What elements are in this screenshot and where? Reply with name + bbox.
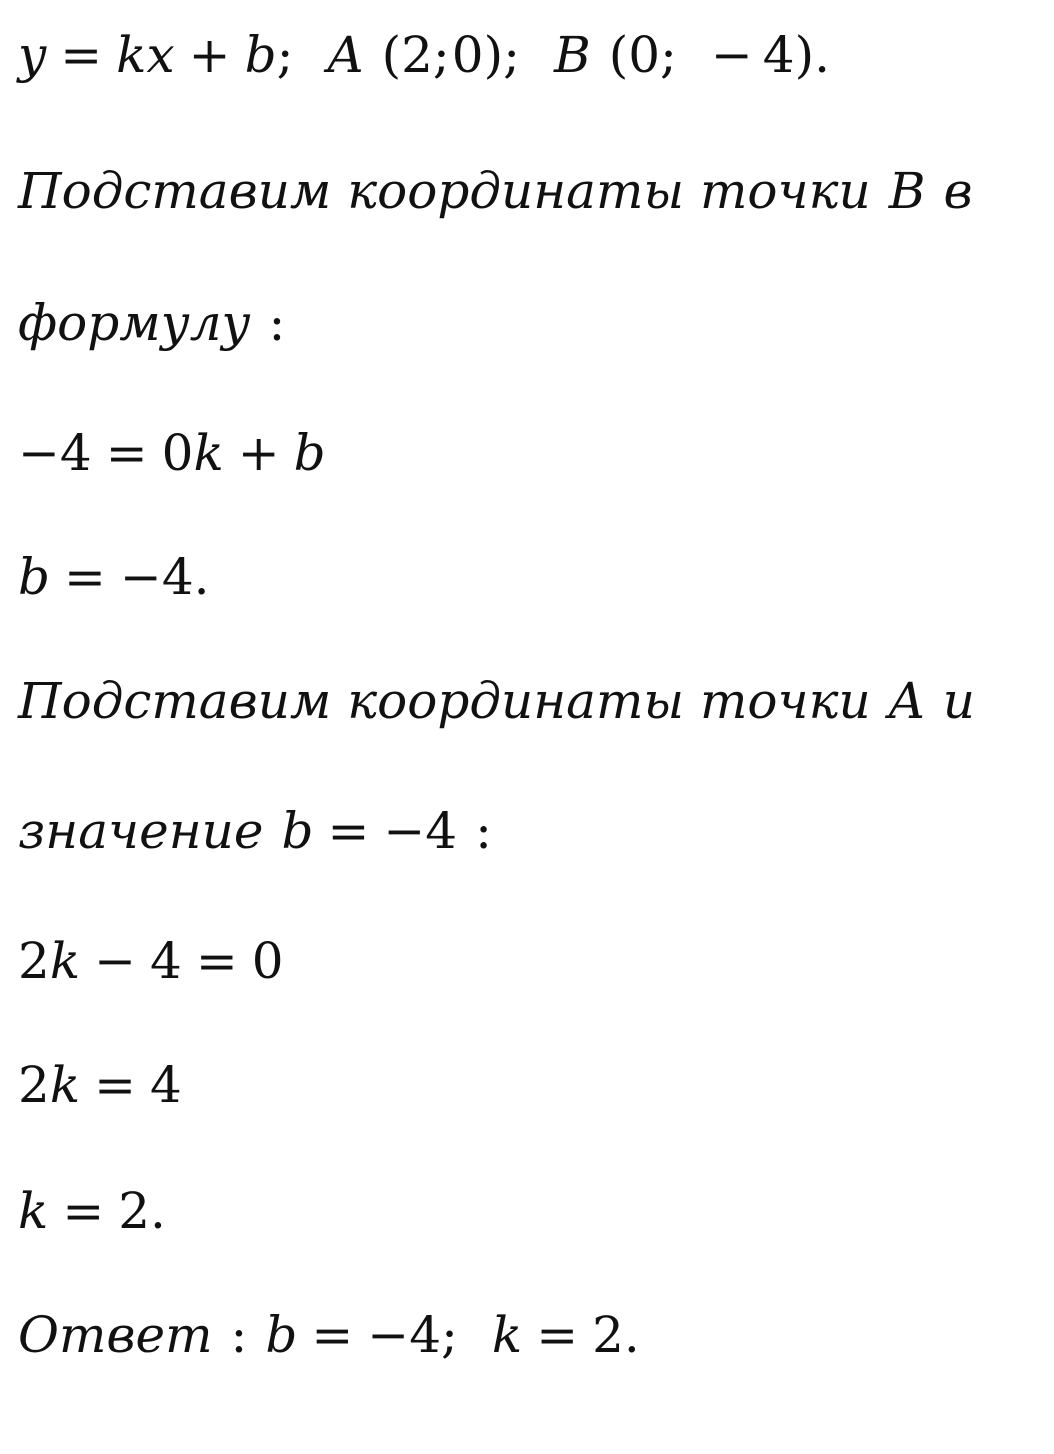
- lhs-value: −4: [18, 424, 92, 482]
- point-a-y: 0: [451, 26, 484, 84]
- var-b: b: [281, 802, 314, 860]
- equals-sign: =: [311, 1306, 354, 1364]
- equals-sign: =: [327, 802, 370, 860]
- point-b-x: 0: [628, 26, 661, 84]
- result-k: [18, 1182, 166, 1240]
- value: 4: [150, 932, 182, 990]
- value: −4: [367, 1306, 442, 1364]
- semicolon: ;: [503, 26, 520, 84]
- plus-sign: +: [237, 424, 280, 482]
- colon: :: [268, 294, 286, 352]
- colon: :: [230, 1306, 248, 1364]
- value: 2.: [118, 1182, 166, 1240]
- var-k: k: [116, 26, 147, 84]
- point-a-close: ): [483, 26, 504, 84]
- point-b-close: ).: [794, 26, 830, 84]
- var-k: k: [491, 1306, 523, 1364]
- semicolon: ;: [441, 1306, 458, 1364]
- point-b-open: (: [608, 26, 629, 84]
- step-text-substitute-b: [18, 162, 973, 220]
- answer-label: Ответ: [18, 1306, 213, 1364]
- equals-sign: =: [64, 548, 106, 606]
- equation-substitute-a: [18, 932, 284, 990]
- result-b: [18, 548, 210, 606]
- var-k: k: [49, 932, 81, 990]
- point-a-semi: ;: [432, 26, 450, 84]
- var-b: b: [244, 26, 277, 84]
- step-text: Подставим координаты точки: [18, 162, 871, 220]
- equals-sign: =: [62, 1182, 105, 1240]
- point-b-y: 4: [762, 26, 795, 84]
- colon: :: [475, 802, 492, 860]
- step-text: Подставим координаты точки: [18, 672, 871, 730]
- equals-sign: =: [94, 1056, 137, 1114]
- equals-sign: =: [536, 1306, 579, 1364]
- var-y: y: [18, 26, 47, 84]
- var-x: x: [146, 26, 175, 84]
- coefficient: 2: [18, 1056, 50, 1114]
- var-k: k: [49, 1056, 81, 1114]
- point-a-open: (: [381, 26, 402, 84]
- value: −4.: [119, 548, 210, 606]
- step-text: в: [943, 162, 973, 220]
- answer-line: [18, 1306, 640, 1364]
- point-b-semi: ;: [660, 26, 677, 84]
- var-b: b: [293, 424, 326, 482]
- value: 2.: [592, 1306, 640, 1364]
- equation-substitute-b: [18, 424, 326, 482]
- var-k: k: [193, 424, 224, 482]
- point-b-label: B: [553, 26, 591, 84]
- value: 4: [150, 1056, 182, 1114]
- step-text-formula: [18, 294, 286, 352]
- var-b: b: [265, 1306, 298, 1364]
- minus-sign: −: [94, 932, 137, 990]
- coefficient: 2: [18, 932, 50, 990]
- step-text: формулу: [18, 294, 251, 352]
- step-text: и: [942, 672, 975, 730]
- value: −4: [383, 802, 458, 860]
- minus-sign: −: [710, 26, 753, 84]
- equation-simplified: [18, 1056, 182, 1114]
- point-a-label: A: [888, 672, 925, 730]
- semicolon: ;: [276, 26, 294, 84]
- step-text: значение: [18, 802, 264, 860]
- coefficient: 0: [161, 424, 194, 482]
- point-b-label: B: [888, 162, 926, 220]
- equals-sign: =: [60, 26, 103, 84]
- plus-sign: +: [188, 26, 231, 84]
- given-line: [18, 26, 830, 84]
- var-b: b: [18, 548, 51, 606]
- equals-sign: =: [105, 424, 148, 482]
- point-a-x: 2: [401, 26, 433, 84]
- step-text-value-b: [18, 802, 492, 860]
- var-k: k: [18, 1182, 49, 1240]
- point-a-label: A: [327, 26, 364, 84]
- equals-sign: =: [195, 932, 238, 990]
- value: 0: [251, 932, 284, 990]
- step-text-substitute-a: [18, 672, 975, 730]
